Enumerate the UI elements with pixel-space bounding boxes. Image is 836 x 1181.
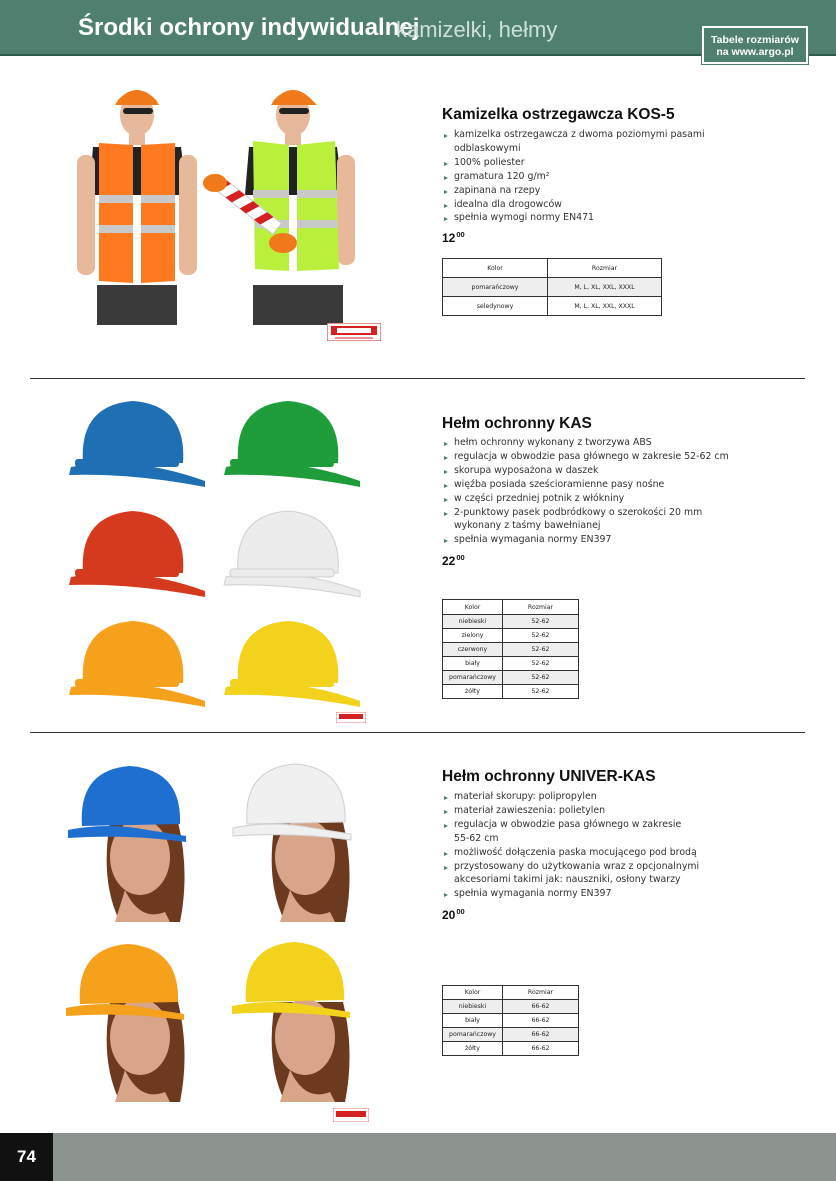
feature-text: 2-punktowy pasek podbródkowy o szerokości 20 mm [454,506,703,518]
model-blue-helmet [68,766,186,922]
size-table-kas [442,599,579,699]
table-cell: żółty [443,685,503,699]
feature-item [443,198,705,212]
feature-text: gramatura 120 g/m² [454,170,550,182]
table-cell: 66-62 [503,1042,579,1056]
feature-item [443,887,699,901]
kas-helmets-photo [60,395,370,720]
table-cell: seledynowy [443,297,548,316]
section-divider [30,378,805,379]
model-white-helmet [233,764,351,922]
helmet-yellow [224,621,360,707]
vest-models-photo [55,75,375,325]
table-row [443,657,579,671]
page-title: Środki ochrony indywidualnej [78,14,420,41]
table-row [443,278,662,297]
helmet-red [69,511,205,597]
feature-item [443,506,729,534]
table-cell: pomarańczowy [443,278,548,297]
table-row [443,671,579,685]
feature-text: spełnia wymagania normy EN397 [454,534,612,546]
table-row [443,643,579,657]
product-title-kos5: Kamizelka ostrzegawcza KOS-5 [442,106,675,123]
table-row [443,629,579,643]
table-header: Rozmiar [503,986,579,1000]
feature-item [443,860,699,888]
feature-text: spełnia wymagania normy EN397 [454,888,612,900]
product-title-univer-kas: Hełm ochronny UNIVER-KAS [442,768,656,785]
reis-logo-icon [336,712,366,723]
feature-list-kas [443,436,729,547]
feature-text: zapinana na rzepy [454,184,541,196]
table-cell: 52-62 [503,643,579,657]
feature-text: regulacja w obwodzie pasa głównego w zakresie 52-62 cm [454,450,729,462]
table-header: Kolor [443,600,503,615]
price-main: 20 [442,908,456,922]
feature-text: idealna dla drogowców [454,198,562,210]
table-row [443,1042,579,1056]
feature-item [443,184,705,198]
table-cell: niebieski [443,1000,503,1014]
feature-item [443,128,705,156]
table-cell: niebieski [443,615,503,629]
size-link-line1: Tabele rozmiarów [711,34,799,46]
helmet-orange [69,621,205,707]
price-univer-kas [442,907,465,922]
feature-text-cont: 55-62 cm [454,832,499,844]
table-cell: 52-62 [503,629,579,643]
feature-text-cont: odblaskowymi [454,142,521,154]
feature-text-cont: wykonany z taśmy bawełnianej [454,520,601,532]
table-cell: żółty [443,1042,503,1056]
page-subtitle: kamizelki, hełmy [396,17,558,42]
table-cell: 52-62 [503,685,579,699]
feature-list-kos5 [443,128,705,225]
feature-item [443,804,699,818]
feature-text: w części przedniej potnik z włókniny [454,492,625,504]
helmet-white [224,511,360,597]
feature-item [443,790,699,804]
size-table-kos5 [442,258,662,316]
man-orange-vest [77,90,197,325]
table-row [443,685,579,699]
table-row [443,297,662,316]
price-main: 22 [442,554,456,568]
feature-item [443,211,705,225]
table-header: Rozmiar [548,259,662,278]
price-kos5 [442,230,465,245]
feature-text: przystosowany do użytkowania wraz z opcjonalnymi [454,860,700,872]
size-tables-link[interactable] [702,26,808,64]
table-header: Kolor [443,259,548,278]
table-row [443,615,579,629]
feature-item [443,533,729,547]
feature-text: materiał zawieszenia: polietylen [454,804,606,816]
feature-item [443,170,705,184]
feature-list-univer-kas [443,790,699,901]
table-cell: M, L, XL, XXL, XXXL [548,297,662,316]
table-cell: 66-62 [503,1014,579,1028]
table-cell: biały [443,657,503,671]
feature-item [443,478,729,492]
feature-item [443,818,699,846]
feature-text: regulacja w obwodzie pasa głównego w zakresie [454,818,682,830]
price-cents: 00 [456,230,465,239]
feature-item [443,464,729,478]
price-cents: 00 [456,907,465,916]
price-main: 12 [442,231,456,245]
table-cell: zielony [443,629,503,643]
page-number: 74 [0,1133,53,1181]
feature-text: więźba posiada sześcioramienne pasy nośne [454,478,665,490]
feature-text: 100% poliester [454,156,525,168]
feature-text: możliwość dołączenia paska mocującego pod brodą [454,846,697,858]
univer-kas-models-photo [60,762,370,1107]
table-cell: pomarańczowy [443,1028,503,1042]
table-row [443,1028,579,1042]
table-cell: 52-62 [503,615,579,629]
reis-logo-icon [333,1108,369,1122]
helmet-green [224,401,360,487]
feature-item [443,156,705,170]
price-cents: 00 [456,553,465,562]
table-cell: M, L, XL, XXL, XXXL [548,278,662,297]
feature-text: kamizelka ostrzegawcza z dwoma poziomymi pasami [454,129,705,140]
feature-text: skorupa wyposażona w daszek [454,464,599,476]
feature-text: spełnia wymogi normy EN471 [454,212,595,224]
table-cell: 66-62 [503,1000,579,1014]
product-title-kas: Hełm ochronny KAS [442,415,592,432]
table-row [443,1014,579,1028]
feature-text: materiał skorupy: polipropylen [454,791,597,802]
section-divider [30,732,805,733]
page-footer-bar [0,1133,836,1181]
table-row [443,1000,579,1014]
feature-item [443,846,699,860]
table-cell: biały [443,1014,503,1028]
price-kas [442,553,465,568]
size-table-univer-kas [442,985,579,1056]
feature-item [443,450,729,464]
table-header: Rozmiar [503,600,579,615]
table-cell: 52-62 [503,657,579,671]
man-lime-vest [203,90,355,325]
table-header: Kolor [443,986,503,1000]
table-cell: 66-62 [503,1028,579,1042]
feature-item [443,492,729,506]
table-cell: czerwony [443,643,503,657]
model-yellow-helmet [232,942,350,1102]
feature-text: hełm ochronny wykonany z tworzywa ABS [454,437,652,448]
feature-text-cont: akcesoriami takimi jak: nauszniki, osłony twarzy [454,874,681,886]
table-cell: pomarańczowy [443,671,503,685]
model-orange-helmet [66,944,185,1102]
reis-logo-icon [327,323,381,341]
size-link-line2: na www.argo.pl [716,46,794,58]
helmet-blue [69,401,205,487]
table-cell: 52-62 [503,671,579,685]
feature-item [443,436,729,450]
